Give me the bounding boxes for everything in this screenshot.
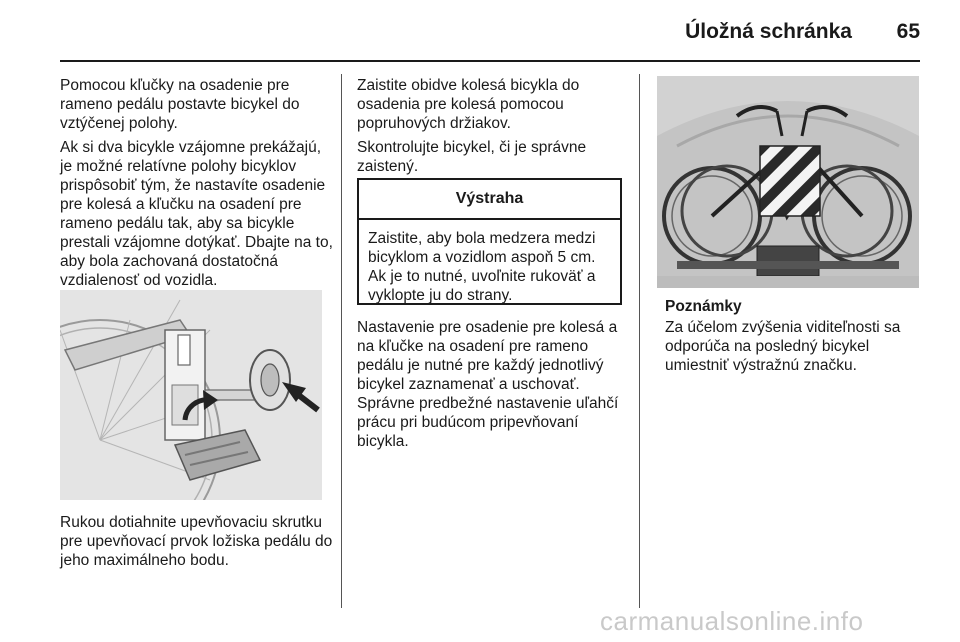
- page-header: [60, 14, 920, 54]
- warning-title: Výstraha: [359, 180, 620, 220]
- column-divider-1: [341, 74, 342, 608]
- paragraph-secure-wheels: Zaistite obidve kolesá bicykla do osadenia pre kolesá pomocou popruhových držiakov.: [357, 77, 580, 132]
- watermark: carmanualsonline.info: [600, 606, 864, 636]
- header-rule: [60, 60, 920, 62]
- note-title: Poznámky: [665, 298, 742, 315]
- warning-box: [357, 178, 622, 305]
- paragraph-presettings: Nastavenie pre osadenie pre kolesá a na kľučke na osadení pre rameno pedálu je nutné pre každý jednotlivý bicykel zaznamenať a uschovať. Správne predbežné nastavenie uľahčí prácu pri budúcom pripevňovaní bicykla.: [357, 319, 619, 450]
- column-divider-2: [639, 74, 640, 608]
- pedal-mount-illustration: [60, 290, 322, 500]
- warning-text: Zaistite, aby bola medzera medzi bicyklom a vozidlom aspoň 5 cm. Ak je to nutné, uvoľnite rukoväť a vyklopte ju do strany.: [368, 230, 596, 304]
- paragraph-pedal-arm: Pomocou kľučky na osadenie pre rameno pedálu postavte bicykel do vztýčenej polohy.: [60, 77, 300, 132]
- paragraph-two-bicycles: Ak si dva bicykle vzájomne prekážajú, je možné relatívne polohy bicyklov prispôsobiť tým, že nastavíte osadenie pre kolesá a kľučku na osadení pre rameno pedálu tak, aby sa bicykle prestali vzájomne dotýkať. Dbajte na to, aby bola zachovaná dostatočná vzdialenosť od vozidla.: [60, 139, 333, 289]
- caption-tighten-screw: Rukou dotiahnite upevňovaciu skrutku pre upevňovací prvok ložiska pedálu do jeho maximálneho bodu.: [60, 514, 333, 569]
- page-number: 65: [896, 20, 920, 43]
- bicycle-carrier-photo: [657, 76, 919, 288]
- note-text: Za účelom zvýšenia viditeľnosti sa odporúča na posledný bicykel umiestniť výstražnú značku.: [665, 319, 901, 374]
- page-title: Úložná schránka: [685, 20, 852, 43]
- paragraph-check-bicycle: Skontrolujte bicykel, či je správne zaistený.: [357, 139, 587, 175]
